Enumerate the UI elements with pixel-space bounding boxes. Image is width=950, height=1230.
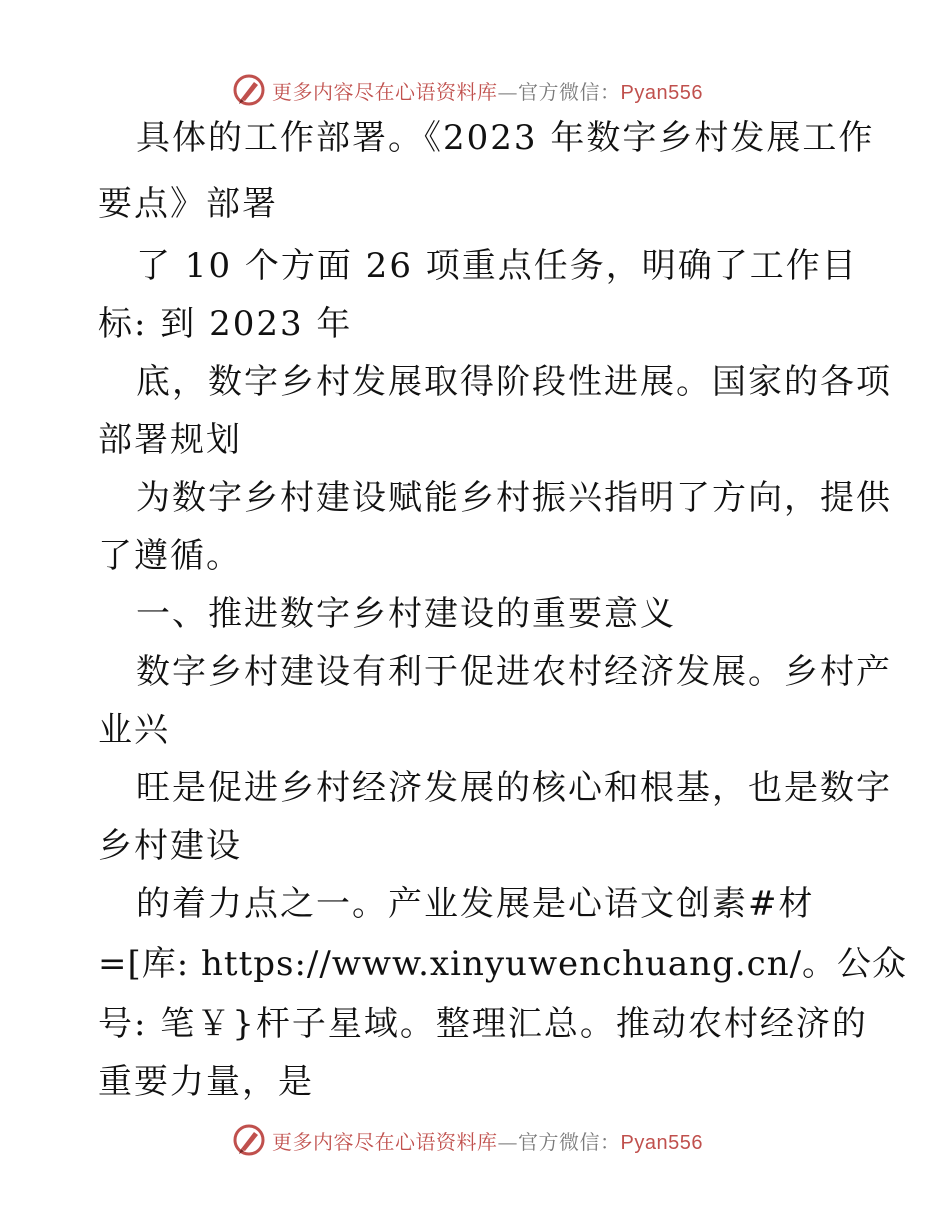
body-line: 标: 到 2023 年 bbox=[98, 304, 353, 344]
body-line: 的着力点之一。产业发展是心语文创素#材 bbox=[136, 884, 815, 924]
banner-text-group bbox=[272, 1126, 703, 1155]
logo-pen-icon bbox=[232, 73, 266, 107]
body-line: 部署规划 bbox=[98, 420, 242, 460]
body-line: 号: 笔￥}杆子星域。整理汇总。推动农村经济的 bbox=[98, 1004, 868, 1044]
body-line: 数字乡村建设有利于促进农村经济发展。乡村产 bbox=[136, 652, 892, 692]
banner-dash: — bbox=[497, 79, 518, 104]
section-heading: 一、推进数字乡村建设的重要意义 bbox=[136, 594, 676, 634]
body-line: 具体的工作部署。《2023 年数字乡村发展工作 bbox=[136, 118, 875, 158]
body-line: 了 10 个方面 26 项重点任务，明确了工作目 bbox=[136, 246, 858, 286]
body-line: 要点》部署 bbox=[98, 184, 278, 224]
banner-text-group bbox=[272, 76, 703, 105]
body-line: 为数字乡村建设赋能乡村振兴指明了方向，提供 bbox=[136, 478, 892, 518]
banner-wechat-id: Pyan556 bbox=[620, 81, 703, 104]
banner-dash: — bbox=[497, 1129, 518, 1154]
banner-wechat-label: 官方微信： bbox=[518, 79, 621, 104]
banner-slogan: 更多内容尽在心语资料库 bbox=[272, 1129, 498, 1154]
body-line: 重要力量，是 bbox=[98, 1062, 314, 1102]
body-line: 了遵循。 bbox=[98, 536, 242, 576]
footer-banner bbox=[232, 1120, 712, 1160]
logo-pen-icon bbox=[232, 1123, 266, 1157]
body-line: 业兴 bbox=[98, 710, 170, 750]
banner-slogan: 更多内容尽在心语资料库 bbox=[272, 79, 498, 104]
body-line: 乡村建设 bbox=[98, 826, 242, 866]
body-line: 旺是促进乡村经济发展的核心和根基，也是数字 bbox=[136, 768, 892, 808]
body-line: =[库: https://www.xinyuwenchuang.cn/。公众 bbox=[98, 944, 908, 984]
banner-wechat-label: 官方微信： bbox=[518, 1129, 621, 1154]
body-line: 底，数字乡村发展取得阶段性进展。国家的各项 bbox=[136, 362, 892, 402]
header-banner bbox=[232, 70, 712, 110]
banner-wechat-id: Pyan556 bbox=[620, 1131, 703, 1154]
